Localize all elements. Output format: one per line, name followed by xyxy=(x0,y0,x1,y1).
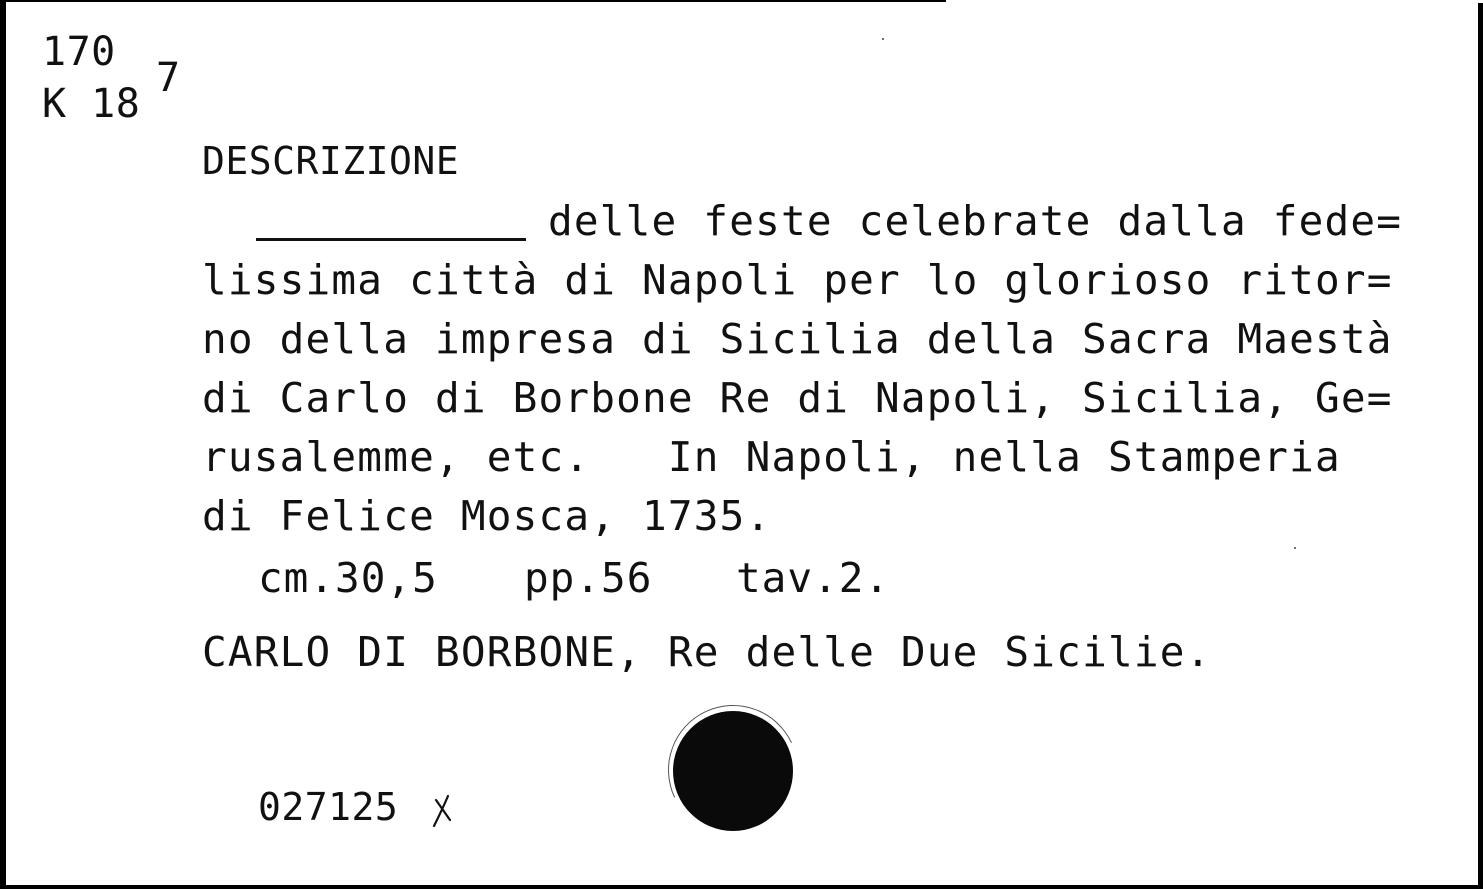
title-line-5: rusalemme, etc. In Napoli, nella Stamperia xyxy=(202,433,1341,481)
main-heading: DESCRIZIONE xyxy=(202,139,460,183)
shelfmark-line-1: 170 xyxy=(42,29,116,75)
subject-heading xyxy=(202,628,1212,676)
inventory-number: 027125 xyxy=(258,785,399,829)
punch-hole-icon xyxy=(673,711,793,831)
shelfmark-line-2: K 18 xyxy=(42,81,141,127)
physical-plates: tav.2. xyxy=(736,554,891,602)
paper-speck xyxy=(882,38,884,40)
shelfmark-superscript: 7 xyxy=(156,55,181,101)
title-line-3: no della impresa di Sicilia della Sacra Maestà xyxy=(202,315,1393,363)
paper-speck xyxy=(1294,547,1296,549)
title-line-2: lissima città di Napoli per lo glorioso ritor= xyxy=(202,256,1393,304)
subject-name: CARLO DI BORBONE xyxy=(202,628,617,676)
title-line-4: di Carlo di Borbone Re di Napoli, Sicilia, Ge= xyxy=(202,374,1393,422)
handwritten-x-mark-icon xyxy=(430,790,456,830)
subject-qualifier: , Re delle Due Sicilie. xyxy=(616,628,1212,676)
border-gap xyxy=(946,0,1483,3)
title-line-6: di Felice Mosca, 1735. xyxy=(202,492,772,540)
title-dash-rule xyxy=(256,238,526,241)
title-line-1: delle feste celebrate dalla fede= xyxy=(548,197,1403,245)
physical-pages: pp.56 xyxy=(524,554,653,602)
physical-size: cm.30,5 xyxy=(258,554,438,602)
